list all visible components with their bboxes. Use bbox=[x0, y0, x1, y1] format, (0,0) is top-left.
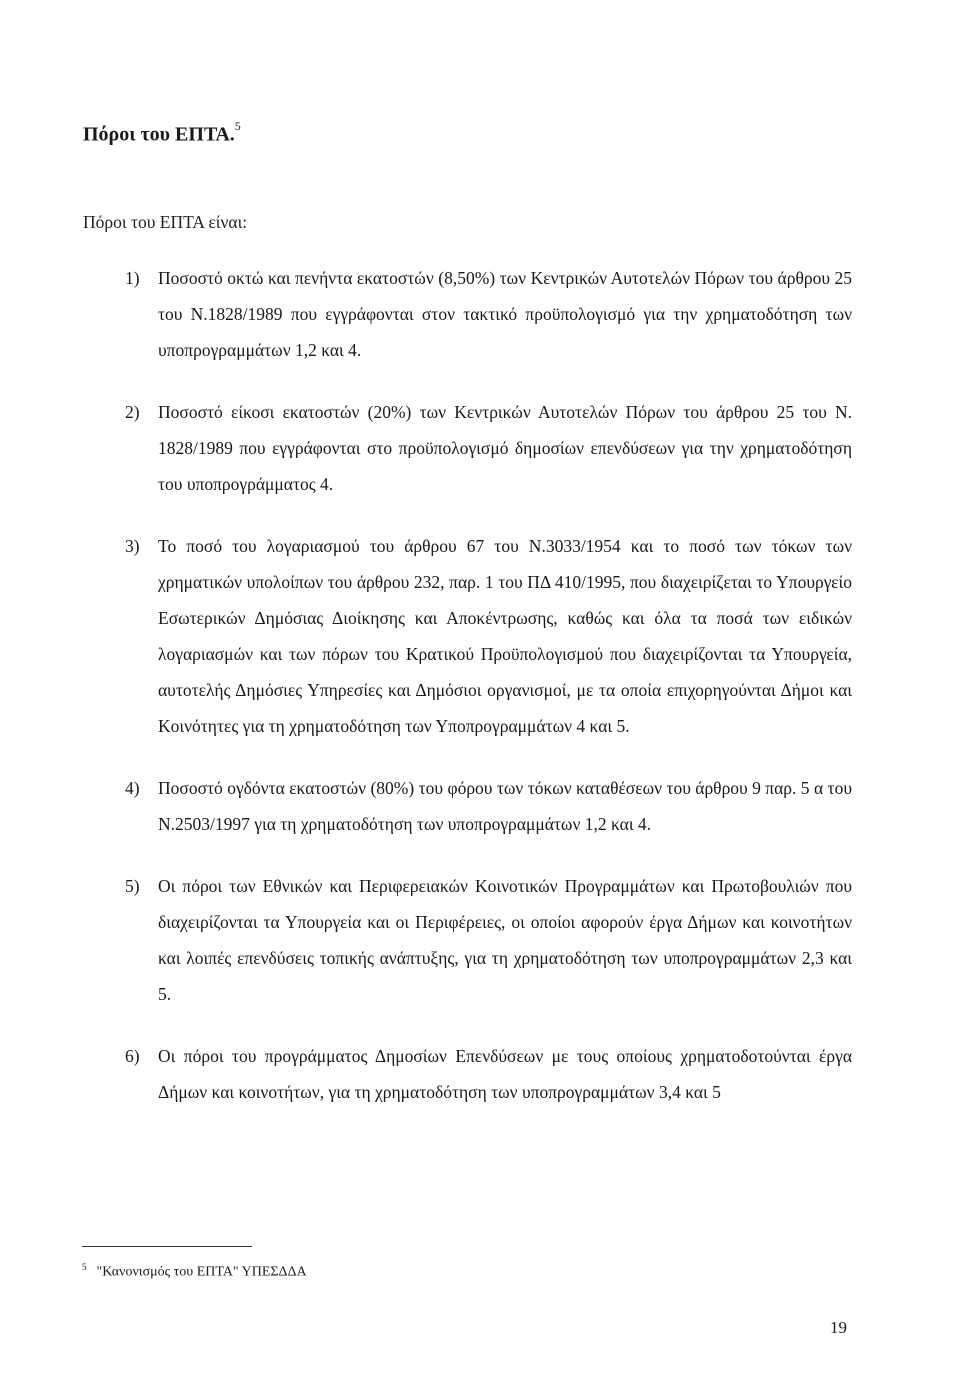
list-item-number: 5) bbox=[125, 876, 140, 896]
page-number: 19 bbox=[830, 1318, 847, 1337]
list-item bbox=[125, 868, 852, 1012]
list-item-text: Οι πόροι των Εθνικών και Περιφερειακών Κοινοτικών Προγραμμάτων και Πρωτοβουλιών που διαχειρίζονται τα Υπουργεία και οι Περιφέρειες, οι οποίοι αφορούν έργα Δήμων και κοινοτήτων και λοιπές επενδύσεις τοπικής ανάπτυξης, για τη χρηματοδότηση των υποπρογραμμάτων 2,3 και 5. bbox=[158, 876, 852, 1004]
list-item-number: 6) bbox=[125, 1046, 140, 1066]
section-heading bbox=[83, 119, 241, 147]
resources-list bbox=[125, 260, 852, 1136]
list-item-number: 2) bbox=[125, 402, 140, 422]
list-item bbox=[125, 528, 852, 744]
footnote-text: "Κανονισμός του ΕΠΤΑ" ΥΠΕΣΔΔΑ bbox=[96, 1264, 307, 1280]
list-item-text: Ποσοστό ογδόντα εκατοστών (80%) του φόρου των τόκων καταθέσεων του άρθρου 9 παρ. 5 α του Ν.2503/1997 για τη χρηματοδότηση των υποπρογραμμάτων 1,2 και 4. bbox=[158, 778, 852, 834]
list-item bbox=[125, 260, 852, 368]
heading-title: Πόροι του ΕΠΤΑ. bbox=[83, 123, 235, 146]
list-item-number: 3) bbox=[125, 536, 140, 556]
list-item bbox=[125, 394, 852, 502]
heading-footnote-ref: 5 bbox=[234, 119, 241, 133]
intro-text: Πόροι του ΕΠΤΑ είναι: bbox=[83, 212, 248, 232]
footnote bbox=[82, 1262, 307, 1281]
list-item-text: Το ποσό του λογαριασμού του άρθρου 67 του Ν.3033/1954 και το ποσό των τόκων των χρηματικών υπολοίπων του άρθρου 232, παρ. 1 του ΠΔ 410/1995, που διαχειρίζεται το Υπουργείο Εσωτερικών Δημόσιας Διοίκησης και Αποκέντρωσης, καθώς και όλα τα ποσά των ειδικών λογαριασμών και των πόρων του Κρατικού Προϋπολογισμού που διαχειρίζονται τα Υπουργεία, αυτοτελής Δημόσιες Υπηρεσίες και Δημόσιοι οργανισμοί, με τα οποία επιχορηγούνται Δήμοι και Κοινότητες για τη χρηματοδότηση των Υποπρογραμμάτων 4 και 5. bbox=[158, 536, 852, 736]
footnote-divider bbox=[82, 1246, 252, 1247]
list-item-text: Ποσοστό οκτώ και πενήντα εκατοστών (8,50%) των Κεντρικών Αυτοτελών Πόρων του άρθρου 25 του Ν.1828/1989 που εγγράφονται στον τακτικό προϋπολογισμό για την χρηματοδότηση των υποπρογραμμάτων 1,2 και 4. bbox=[158, 268, 852, 360]
list-item bbox=[125, 770, 852, 842]
list-item-text: Ποσοστό είκοσι εκατοστών (20%) των Κεντρικών Αυτοτελών Πόρων του άρθρου 25 του Ν. 1828/1989 που εγγράφονται στο προϋπολογισμό δημοσίων επενδύσεων για την χρηματοδότηση του υποπρογράμματος 4. bbox=[158, 402, 852, 494]
list-item-number: 4) bbox=[125, 778, 140, 798]
list-item-text: Οι πόροι του προγράμματος Δημοσίων Επενδύσεων με τους οποίους χρηματοδοτούνται έργα Δήμων και κοινοτήτων, για τη χρηματοδότηση των υποπρογραμμάτων 3,4 και 5 bbox=[158, 1046, 852, 1102]
list-item bbox=[125, 1038, 852, 1110]
list-item-number: 1) bbox=[125, 268, 140, 288]
footnote-number: 5 bbox=[82, 1262, 87, 1272]
